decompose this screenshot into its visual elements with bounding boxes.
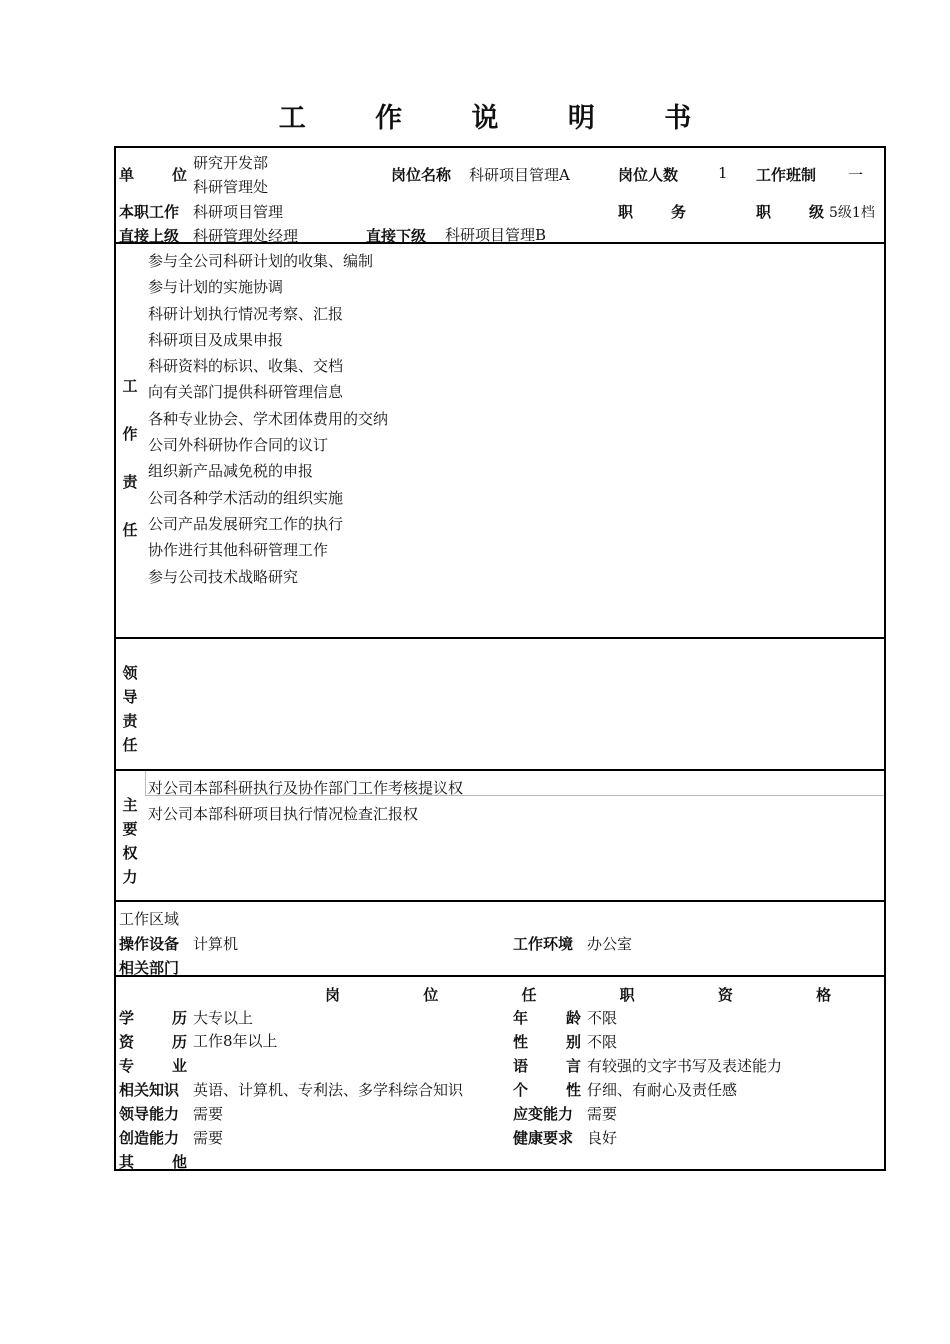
edu-label: 学 历 — [119, 1009, 187, 1027]
label-char: 要 — [122, 820, 138, 838]
main-work-value: 科研项目管理 — [193, 203, 284, 221]
language-label: 语 言 — [513, 1057, 581, 1075]
experience-label: 资 历 — [119, 1033, 187, 1051]
list-item: 科研计划执行情况考察、汇报 — [148, 304, 344, 323]
label-char: 任 — [122, 736, 138, 754]
position-name-value: 科研项目管理A — [469, 166, 570, 184]
creativity-label: 创造能力 — [119, 1129, 180, 1147]
creativity-value: 需要 — [193, 1129, 224, 1147]
shift-label: 工作班制 — [756, 166, 817, 184]
adaptability-value: 需要 — [587, 1105, 618, 1123]
subordinate-value: 科研项目管理B — [445, 226, 547, 244]
table-bottom-border — [115, 1169, 886, 1171]
knowledge-value: 英语、计算机、专利法、多学科综合知识 — [193, 1081, 464, 1099]
other-label: 其 他 — [119, 1153, 187, 1171]
age-value: 不限 — [587, 1009, 618, 1027]
divider-environment — [115, 975, 886, 977]
headcount-value: 1 — [718, 164, 728, 182]
grade-value: 5级1档 — [829, 205, 875, 221]
list-item: 组织新产品减免税的申报 — [148, 462, 314, 481]
power-cell-border — [145, 771, 146, 795]
list-item: 参与计划的实施协调 — [148, 278, 284, 297]
qualifications-heading: 岗 位 任 职 资 格 — [325, 986, 871, 1004]
label-char: 责 — [122, 473, 138, 491]
edu-value: 大专以上 — [193, 1009, 254, 1027]
superior-value: 科研管理处经理 — [193, 227, 299, 245]
leadership-ability-value: 需要 — [193, 1105, 224, 1123]
work-env-label: 工作环境 — [513, 935, 574, 953]
divider-leadership — [115, 769, 886, 771]
health-value: 良好 — [587, 1129, 618, 1147]
language-value: 有较强的文字书写及表述能力 — [587, 1057, 783, 1075]
equipment-value: 计算机 — [193, 935, 239, 953]
document-title: 工 作 说 明 书 — [278, 103, 722, 134]
work-env-value: 办公室 — [587, 935, 633, 953]
experience-value: 工作8年以上 — [193, 1032, 278, 1050]
personality-value: 仔细、有耐心及责任感 — [587, 1081, 738, 1099]
table-top-border — [115, 146, 886, 148]
divider-responsibilities — [115, 637, 886, 639]
duty-label: 职 务 — [618, 203, 686, 221]
list-item: 公司外科研协作合同的议订 — [148, 436, 329, 455]
list-item: 参与全公司科研计划的收集、编制 — [148, 252, 374, 270]
health-label: 健康要求 — [513, 1129, 574, 1147]
table-right-border — [884, 146, 886, 1171]
label-char: 权 — [122, 844, 138, 862]
label-char: 任 — [122, 521, 138, 539]
list-item: 协作进行其他科研管理工作 — [148, 541, 329, 560]
subordinate-label: 直接下级 — [366, 227, 427, 245]
powers-label — [119, 793, 141, 889]
position-name-label: 岗位名称 — [391, 166, 452, 184]
label-char: 作 — [122, 425, 138, 443]
grade-label: 职 级 — [756, 203, 824, 221]
list-item: 公司产品发展研究工作的执行 — [148, 514, 344, 533]
unit-label: 单 位 — [119, 166, 187, 184]
gender-value: 不限 — [587, 1033, 618, 1051]
list-item: 科研资料的标识、收集、交档 — [148, 357, 344, 376]
label-char: 力 — [122, 868, 138, 886]
related-dept-label: 相关部门 — [119, 959, 180, 977]
shift-value: 一 — [848, 166, 864, 184]
unit-value-line1: 研究开发部 — [193, 154, 269, 172]
work-area-label: 工作区域 — [119, 910, 180, 928]
personality-label: 个 性 — [513, 1081, 581, 1099]
adaptability-label: 应变能力 — [513, 1105, 574, 1123]
gender-label: 性 别 — [513, 1033, 581, 1051]
label-char: 责 — [122, 712, 138, 730]
leadership-label — [119, 661, 141, 757]
power-item-1: 对公司本部科研执行及协作部门工作考核提议权 — [148, 779, 464, 797]
equipment-label: 操作设备 — [119, 935, 180, 953]
list-item: 向有关部门提供科研管理信息 — [148, 383, 344, 402]
label-char: 领 — [122, 664, 138, 682]
responsibilities-list — [148, 248, 388, 590]
table-left-border — [114, 146, 116, 1171]
headcount-label: 岗位人数 — [618, 166, 679, 184]
list-item: 科研项目及成果申报 — [148, 330, 284, 349]
list-item: 公司各种学术活动的组织实施 — [148, 488, 344, 507]
main-work-label: 本职工作 — [119, 203, 180, 221]
label-char: 导 — [122, 688, 138, 706]
major-label: 专 业 — [119, 1057, 187, 1075]
leadership-ability-label: 领导能力 — [119, 1105, 180, 1123]
knowledge-label: 相关知识 — [119, 1081, 180, 1099]
divider-powers — [115, 900, 886, 902]
label-char: 主 — [122, 796, 138, 814]
label-char: 工 — [122, 377, 138, 395]
power-item-2: 对公司本部科研项目执行情况检查汇报权 — [148, 805, 419, 823]
superior-label: 直接上级 — [119, 227, 180, 245]
list-item: 各种专业协会、学术团体费用的交纳 — [148, 409, 389, 428]
responsibilities-label — [119, 362, 141, 554]
age-label: 年 龄 — [513, 1009, 581, 1027]
list-item: 参与公司技术战略研究 — [148, 567, 299, 586]
unit-value-line2: 科研管理处 — [193, 178, 269, 196]
